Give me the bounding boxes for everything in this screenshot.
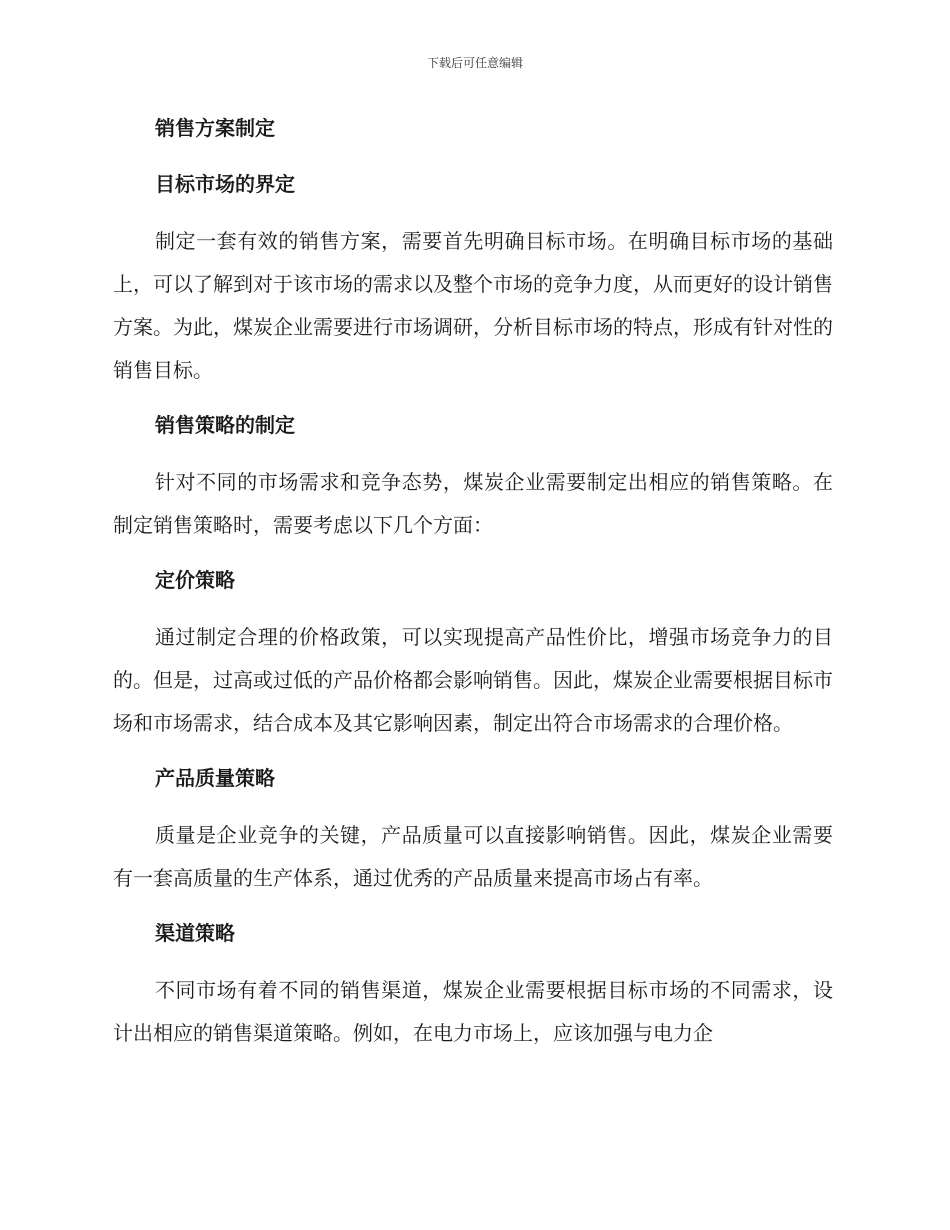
paragraph: 质量是企业竞争的关键，产品质量可以直接影响销售。因此，煤炭企业需要有一套高质量的生产体系，通过优秀的产品质量来提高市场占有率。 bbox=[113, 823, 833, 890]
paragraph: 制定一套有效的销售方案，需要首先明确目标市场。在明确目标市场的基础上，可以了解到对于该市场的需求以及整个市场的竞争力度，从而更好的设计销售方案。为此，煤炭企业需要进行市场调研，分析目标市场的特点，形成有针对性的销售目标。 bbox=[113, 229, 833, 382]
paragraph: 不同市场有着不同的销售渠道，煤炭企业需要根据目标市场的不同需求，设计出相应的销售渠道策略。例如，在电力市场上，应该加强与电力企 bbox=[113, 978, 833, 1045]
section-heading: 销售策略的制定 bbox=[155, 413, 295, 437]
subsection-heading: 产品质量策略 bbox=[155, 766, 275, 790]
paragraph: 通过制定合理的价格政策，可以实现提高产品性价比，增强市场竞争力的目的。但是，过高或过低的产品价格都会影响销售。因此，煤炭企业需要根据目标市场和市场需求，结合成本及其它影响因素，制定出符合市场需求的合理价格。 bbox=[113, 625, 833, 735]
section-heading: 目标市场的界定 bbox=[155, 172, 295, 196]
subsection-heading: 渠道策略 bbox=[155, 921, 235, 945]
paragraph: 针对不同的市场需求和竞争态势，煤炭企业需要制定出相应的销售策略。在制定销售策略时，需要考虑以下几个方面： bbox=[113, 470, 833, 537]
document-body bbox=[113, 108, 833, 1068]
doc-title: 销售方案制定 bbox=[155, 116, 275, 140]
subsection-heading: 定价策略 bbox=[155, 568, 235, 592]
page-header: 下载后可任意编辑 bbox=[426, 56, 523, 70]
